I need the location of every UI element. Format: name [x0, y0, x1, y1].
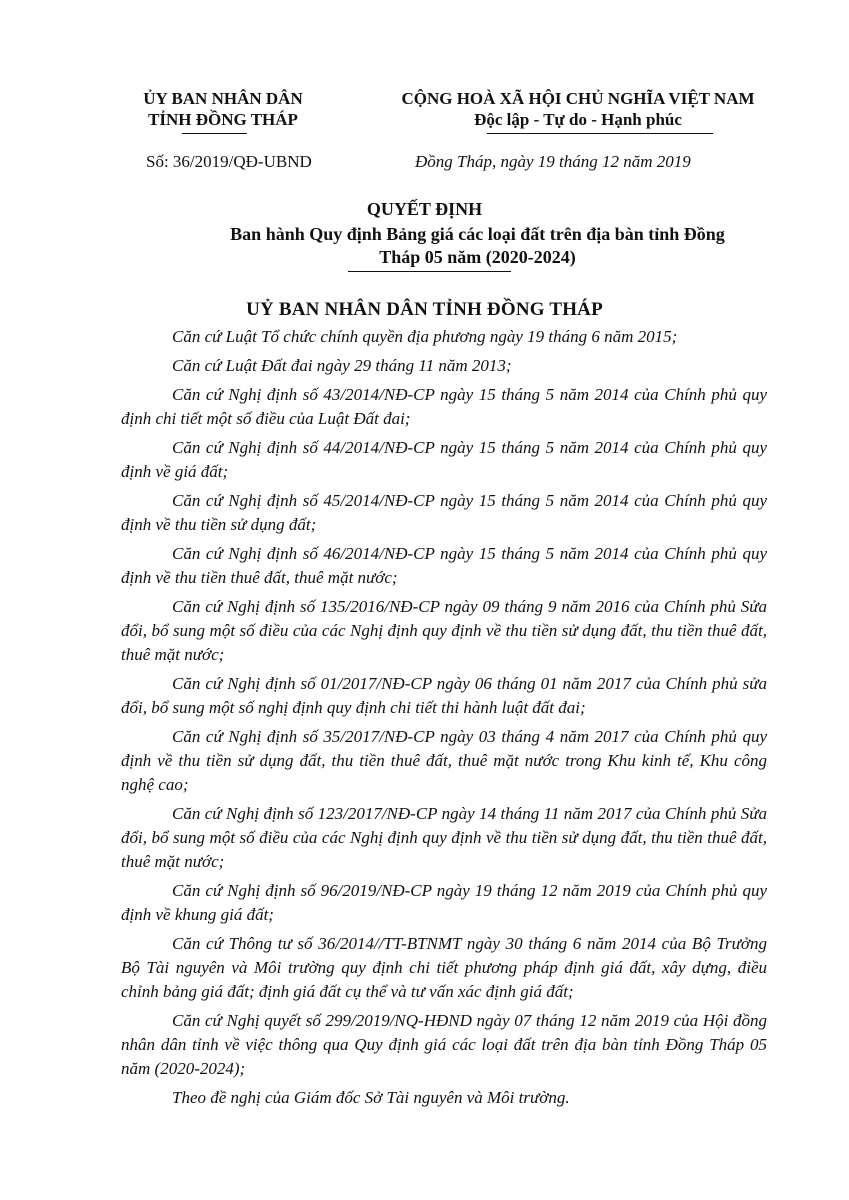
legal-basis-paragraph: Căn cứ Luật Tổ chức chính quyền địa phương ngày 19 tháng 6 năm 2015; — [172, 327, 678, 346]
document-title: QUYẾT ĐỊNH — [366, 199, 483, 219]
agency-line-1: ỦY BAN NHÂN DÂN — [143, 89, 303, 108]
subtitle-line-2: Tháp 05 năm (2020-2024) — [379, 247, 576, 267]
place-and-date: Đồng Tháp, ngày 19 tháng 12 năm 2019 — [415, 152, 691, 171]
subtitle-line-1: Ban hành Quy định Bảng giá các loại đất trên địa bàn tỉnh Đồng — [230, 224, 725, 244]
document-subtitle — [190, 223, 765, 269]
agency-line-2: TỈNH ĐỒNG THÁP — [148, 110, 298, 129]
document-number: Số: 36/2019/QĐ-UBND — [146, 152, 312, 171]
legal-basis-paragraph: Căn cứ Nghị định số 46/2014/NĐ-CP ngày 15 tháng 5 năm 2014 của Chính phủ quy định về thu tiền thuê đất, thuê mặt nước; — [121, 544, 767, 587]
legal-basis-paragraph: Căn cứ Luật Đất đai ngày 29 tháng 11 năm 2013; — [172, 356, 512, 375]
country-name: CỘNG HOÀ XÃ HỘI CHỦ NGHĨA VIỆT NAM — [401, 89, 755, 108]
motto-underline — [487, 133, 713, 134]
legal-basis-paragraph: Căn cứ Thông tư số 36/2014//TT-BTNMT ngày 30 tháng 6 năm 2014 của Bộ Trưởng Bộ Tài nguyên và Môi trường quy định chi tiết phương pháp định giá đất, xây dựng, điều chỉnh bảng giá đất; định giá đất cụ thể và tư vấn xác định giá đất; — [121, 934, 767, 1001]
title-underline — [348, 271, 511, 272]
national-motto — [378, 88, 778, 130]
legal-basis-body — [121, 325, 767, 1115]
issuing-agency — [118, 88, 328, 130]
issuing-authority: UỶ BAN NHÂN DÂN TỈNH ĐỒNG THÁP — [246, 299, 603, 320]
agency-underline — [182, 133, 247, 134]
legal-basis-paragraph: Căn cứ Nghị quyết số 299/2019/NQ-HĐND ngày 07 tháng 12 năm 2019 của Hội đồng nhân dân tỉnh về việc thông qua Quy định giá các loại đất trên địa bàn tỉnh Đồng Tháp 05 năm (2020-2024); — [121, 1011, 767, 1078]
motto: Độc lập - Tự do - Hạnh phúc — [474, 110, 682, 129]
legal-basis-paragraph: Căn cứ Nghị định số 44/2014/NĐ-CP ngày 15 tháng 5 năm 2014 của Chính phủ quy định về giá đất; — [121, 438, 767, 481]
legal-basis-paragraph: Theo đề nghị của Giám đốc Sở Tài nguyên và Môi trường. — [172, 1088, 570, 1107]
legal-basis-paragraph: Căn cứ Nghị định số 135/2016/NĐ-CP ngày 09 tháng 9 năm 2016 của Chính phủ Sửa đổi, bổ sung một số điều của các Nghị định quy định về thu tiền sử dụng đất, thu tiền thuê đất, thuê mặt nước; — [121, 597, 767, 664]
legal-basis-paragraph: Căn cứ Nghị định số 35/2017/NĐ-CP ngày 03 tháng 4 năm 2017 của Chính phủ quy định về thu tiền sử dụng đất, thu tiền thuê đất, thuê mặt nước trong Khu kinh tế, Khu công nghệ cao; — [121, 727, 767, 794]
legal-basis-paragraph: Căn cứ Nghị định số 01/2017/NĐ-CP ngày 06 tháng 01 năm 2017 của Chính phủ sửa đổi, bổ sung một số nghị định quy định chi tiết thi hành luật đất đai; — [121, 674, 767, 717]
legal-basis-paragraph: Căn cứ Nghị định số 43/2014/NĐ-CP ngày 15 tháng 5 năm 2014 của Chính phủ quy định chi tiết một số điều của Luật Đất đai; — [121, 385, 767, 428]
legal-basis-paragraph: Căn cứ Nghị định số 96/2019/NĐ-CP ngày 19 tháng 12 năm 2019 của Chính phủ quy định về khung giá đất; — [121, 881, 767, 924]
legal-basis-paragraph: Căn cứ Nghị định số 123/2017/NĐ-CP ngày 14 tháng 11 năm 2017 của Chính phủ Sửa đổi, bổ sung một số điều của các Nghị định quy định về thu tiền sử dụng đất, thu tiền thuê đất, thuê mặt nước; — [121, 804, 767, 871]
legal-basis-paragraph: Căn cứ Nghị định số 45/2014/NĐ-CP ngày 15 tháng 5 năm 2014 của Chính phủ quy định về thu tiền sử dụng đất; — [121, 491, 767, 534]
